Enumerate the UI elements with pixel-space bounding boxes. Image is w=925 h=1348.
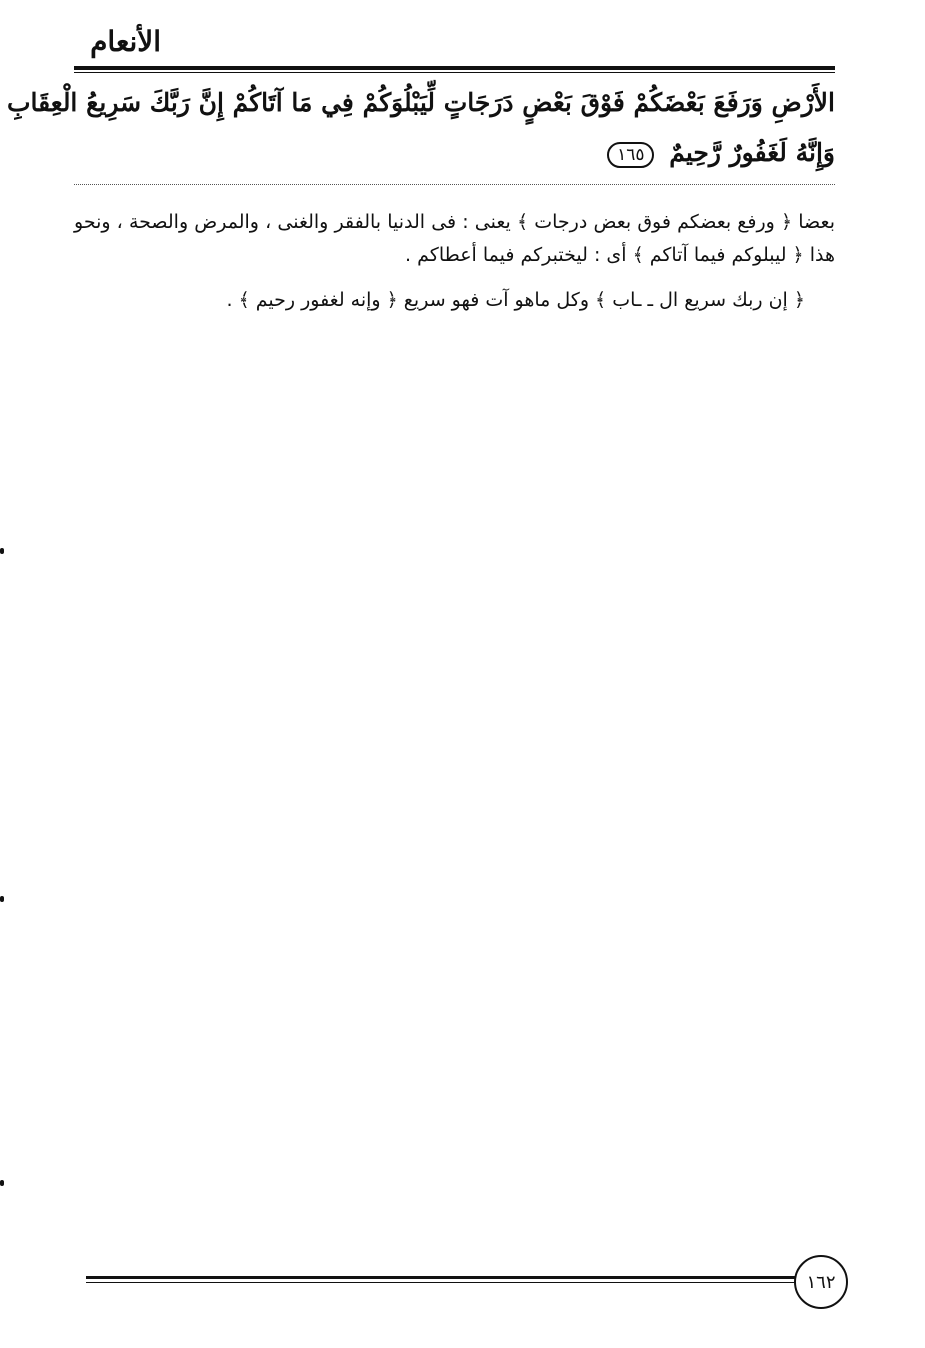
verse-line-1: الأَرْضِ وَرَفَعَ بَعْضَكُمْ فَوْقَ بَعْضٍ دَرَجَاتٍ لِّيَبْلُوَكُمْ فِي مَا آتَاكُمْ إِنَّ رَبَّكَ سَرِيعُ الْعِقَابِ [6,88,835,117]
commentary [74,206,835,317]
verse-number-marker: ١٦٥ [607,142,654,168]
quran-verse [6,78,835,178]
margin-mark [0,896,4,902]
surah-title: الأنعام [90,25,161,58]
verse-line-2 [74,128,835,178]
footer-rule-thick [86,1276,796,1279]
commentary-paragraph-1: بعضا ﴿ ورفع بعضكم فوق بعض درجات ﴾ يعنى : فى الدنيا بالفقر والغنى ، والمرض والصحة ، ونحو هذا ﴿ ليبلوكم فيما آتاكم ﴾ أى : ليختبركم فيما أعطاكم . [74,211,835,266]
commentary-paragraph-2: ﴿ إن ربك سريع ال ـ ـاب ﴾ وكل ماهو آت فهو سريع ﴿ وإنه لغفور رحيم ﴾ . [226,289,805,311]
section-divider [74,184,835,185]
header-rule-thin [74,72,835,73]
footer-rule-thin [86,1282,796,1283]
header-rule-thick [74,66,835,70]
margin-mark [0,548,4,554]
margin-mark [0,1180,4,1186]
page-number: ١٦٢ [794,1255,848,1309]
verse-line-2-text: وَإِنَّهُ لَغَفُورٌ رَّحِيمٌ [669,138,835,167]
